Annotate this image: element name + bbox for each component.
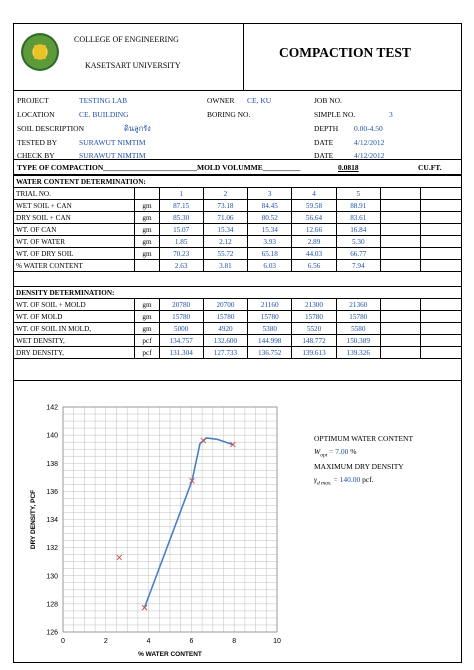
trial-label: TRIAL NO.: [14, 188, 135, 200]
empty-cell: [421, 188, 462, 200]
university-name: KASETSART UNIVERSITY: [85, 61, 181, 70]
date2-value: 4/12/2012: [354, 151, 385, 160]
mdd-unit: pcf.: [362, 475, 374, 484]
density-table: [13, 286, 462, 359]
empty-cell: [380, 188, 420, 200]
row-value: 70.23: [159, 248, 203, 260]
row-value: 7.94: [336, 260, 380, 272]
row-value: 84.45: [248, 200, 292, 212]
row-value: 85.30: [159, 212, 203, 224]
empty-cell: [380, 335, 420, 347]
row-value: 5520: [292, 323, 336, 335]
row-value: 87.15: [159, 200, 203, 212]
project-label: PROJECT: [17, 96, 49, 105]
compaction-type-row: [14, 159, 461, 175]
row-value: 136.752: [248, 347, 292, 359]
row-value: 15780: [292, 311, 336, 323]
row-value: 5000: [159, 323, 203, 335]
row-value: 2.12: [203, 236, 247, 248]
row-value: 66.77: [336, 248, 380, 260]
boring-label: BORING NO.: [207, 110, 251, 119]
row-value: 71.06: [203, 212, 247, 224]
row-label: WET DENSITY,: [14, 335, 135, 347]
row-label: WT. OF CAN: [14, 224, 135, 236]
trial-number: 1: [159, 188, 203, 200]
row-value: 5580: [336, 323, 380, 335]
empty-cell: [380, 224, 420, 236]
job-label: JOB NO.: [314, 96, 342, 105]
empty-cell: [380, 311, 420, 323]
table-row: [14, 200, 462, 212]
row-label: % WATER CONTENT: [14, 260, 135, 272]
row-unit: pcf: [135, 347, 159, 359]
row-value: 21300: [292, 299, 336, 311]
empty-cell: [421, 248, 462, 260]
row-value: 148.772: [292, 335, 336, 347]
owc-sub: opt: [320, 452, 328, 459]
soil-label: SOIL DESCRIPTION: [17, 124, 85, 133]
empty-cell: [421, 299, 462, 311]
y-axis-label: DRY DENSITY, PCF: [30, 489, 37, 550]
row-value: 80.52: [248, 212, 292, 224]
row-value: 44.03: [292, 248, 336, 260]
table-row: [14, 260, 462, 272]
empty-cell: [380, 248, 420, 260]
mdd-value: = 140.00: [333, 475, 361, 484]
row-value: 21160: [248, 299, 292, 311]
empty-cell: [421, 347, 462, 359]
row-value: 5.30: [336, 236, 380, 248]
table-row: [14, 299, 462, 311]
table-row: [14, 224, 462, 236]
compaction-test-sheet: [13, 23, 462, 663]
row-value: 20700: [203, 299, 247, 311]
row-value: 59.58: [292, 200, 336, 212]
mold-volume-unit: CU.FT.: [418, 163, 442, 172]
row-value: 73.18: [203, 200, 247, 212]
row-value: 21360: [336, 299, 380, 311]
x-tick-label: 0: [61, 638, 65, 645]
soil-value: ดินลูกรัง: [124, 124, 151, 133]
row-value: 150.389: [336, 335, 380, 347]
owner-label: OWNER: [207, 96, 235, 105]
row-value: 127.733: [203, 347, 247, 359]
depth-value: 0.00-4.50: [354, 124, 383, 133]
row-value: 16.84: [336, 224, 380, 236]
empty-cell: [421, 260, 462, 272]
table-row: [14, 311, 462, 323]
date1-value: 4/12/2012: [354, 138, 385, 147]
empty-cell: [380, 200, 420, 212]
row-unit: gm: [135, 299, 159, 311]
owc-unit: %: [350, 447, 357, 456]
tested-label: TESTED BY: [17, 138, 58, 147]
row-value: 12.66: [292, 224, 336, 236]
row-value: 4920: [203, 323, 247, 335]
owc-label: OPTIMUM WATER CONTENT: [314, 434, 414, 443]
density-section-title: DENSITY DETERMINATION:: [14, 287, 462, 299]
row-unit: pcf: [135, 335, 159, 347]
row-value: 3.93: [248, 236, 292, 248]
row-label: DRY DENSITY,: [14, 347, 135, 359]
date2-label: DATE: [314, 151, 334, 160]
empty-cell: [380, 212, 420, 224]
empty-cell: [421, 236, 462, 248]
row-value: 15780: [248, 311, 292, 323]
row-value: 15780: [159, 311, 203, 323]
y-tick-label: 138: [46, 460, 58, 468]
y-tick-label: 126: [46, 629, 58, 637]
sample-label: SIMPLE NO.: [314, 110, 356, 119]
date-label: DATE: [314, 138, 334, 147]
water-section-title: WATER CONTENT DETERMINATION:: [14, 176, 462, 188]
empty-cell: [421, 335, 462, 347]
row-value: 83.61: [336, 212, 380, 224]
row-value: 3.81: [203, 260, 247, 272]
location-label: LOCATION: [17, 110, 55, 119]
mdd-result: [314, 475, 374, 487]
empty-cell: [380, 323, 420, 335]
y-tick-label: 142: [46, 404, 58, 412]
water-content-table: [13, 175, 462, 272]
row-value: 20780: [159, 299, 203, 311]
row-value: 15.34: [203, 224, 247, 236]
trial-number: 5: [336, 188, 380, 200]
y-tick-label: 128: [46, 601, 58, 609]
trial-number: 2: [203, 188, 247, 200]
unit-cell: [135, 188, 159, 200]
sample-value: 3: [389, 110, 393, 119]
row-value: 65.18: [248, 248, 292, 260]
report-title: COMPACTION TEST: [279, 45, 411, 60]
table-row: [14, 236, 462, 248]
empty-cell: [380, 260, 420, 272]
table-row: [14, 248, 462, 260]
row-label: WT. OF SOIL + MOLD: [14, 299, 135, 311]
y-tick-label: 130: [46, 573, 58, 581]
table-row: [14, 188, 462, 200]
empty-cell: [380, 347, 420, 359]
trial-number: 3: [248, 188, 292, 200]
row-label: WET SOIL + CAN: [14, 200, 135, 212]
y-tick-label: 132: [46, 545, 58, 553]
header-institution: [14, 24, 244, 90]
project-info: [14, 91, 461, 159]
row-value: 6.56: [292, 260, 336, 272]
row-value: 139.613: [292, 347, 336, 359]
row-value: 132.600: [203, 335, 247, 347]
x-tick-label: 4: [146, 638, 151, 645]
row-unit: gm: [135, 248, 159, 260]
location-value: CE. BUILDING: [79, 110, 129, 119]
row-label: WT. OF MOLD: [14, 311, 135, 323]
mdd-label: MAXIMUM DRY DENSITY: [314, 462, 404, 471]
empty-cell: [421, 200, 462, 212]
y-tick-label: 134: [46, 517, 58, 524]
trial-number: 4: [292, 188, 336, 200]
y-tick-label: 136: [46, 488, 58, 496]
empty-cell: [421, 323, 462, 335]
row-value: 5380: [248, 323, 292, 335]
college-name: COLLEGE OF ENGINEERING: [74, 35, 179, 44]
row-value: 134.757: [159, 335, 203, 347]
row-value: 56.64: [292, 212, 336, 224]
row-value: 2.89: [292, 236, 336, 248]
row-value: 88.91: [336, 200, 380, 212]
data-point-marker: [117, 555, 122, 560]
row-value: 1.85: [159, 236, 203, 248]
owc-value: = 7.00: [329, 447, 349, 456]
x-tick-label: 10: [273, 638, 281, 645]
university-logo-icon: [21, 33, 59, 71]
row-label: DRY SOIL + CAN: [14, 212, 135, 224]
mdd-symbol: γ: [314, 475, 317, 484]
row-label: WT. OF WATER: [14, 236, 135, 248]
table-row: [14, 176, 462, 188]
mold-volume-value: 0.0818: [338, 163, 359, 172]
row-unit: [135, 260, 159, 272]
owc-symbol: W: [314, 447, 321, 456]
row-value: 2.63: [159, 260, 203, 272]
row-value: 6.03: [248, 260, 292, 272]
owner-value: CE, KU: [247, 96, 272, 105]
row-value: 55.72: [203, 248, 247, 260]
row-value: 15.34: [248, 224, 292, 236]
x-tick-label: 6: [189, 638, 194, 645]
empty-cell: [380, 299, 420, 311]
table-row: [14, 335, 462, 347]
row-unit: gm: [135, 323, 159, 335]
empty-cell: [421, 212, 462, 224]
mdd-sub: d max.: [316, 480, 332, 487]
empty-cell: [421, 311, 462, 323]
row-value: 139.326: [336, 347, 380, 359]
row-unit: gm: [135, 212, 159, 224]
row-unit: gm: [135, 311, 159, 323]
row-label: WT. OF SOIL IN MOLD,: [14, 323, 135, 335]
x-axis-label: % WATER CONTENT: [138, 651, 202, 658]
depth-label: DEPTH: [314, 124, 339, 133]
project-value: TESTING LAB: [79, 96, 128, 105]
empty-cell: [421, 224, 462, 236]
x-tick-label: 2: [103, 638, 108, 645]
tested-value: SURAWUT NIMTIM: [79, 138, 146, 147]
row-unit: gm: [135, 236, 159, 248]
table-row: [14, 323, 462, 335]
check-label: CHECK BY: [17, 151, 55, 160]
x-tick-label: 8: [232, 638, 237, 645]
row-label: WT. OF DRY SOIL: [14, 248, 135, 260]
table-row: [14, 287, 462, 299]
y-tick-label: 140: [46, 432, 58, 440]
row-value: 131.304: [159, 347, 203, 359]
check-value: SURAWUT NIMTIM: [79, 151, 146, 160]
row-value: 144.998: [248, 335, 292, 347]
report-header: [14, 24, 461, 91]
row-value: 15780: [336, 311, 380, 323]
owc-result: [314, 447, 357, 459]
compaction-curve-chart: [14, 383, 314, 658]
compaction-type-label: TYPE OF COMPACTION_________________________MOLD VOLUMME__________: [17, 163, 301, 172]
row-unit: gm: [135, 200, 159, 212]
row-value: 15780: [203, 311, 247, 323]
row-unit: gm: [135, 224, 159, 236]
table-row: [14, 212, 462, 224]
compaction-curve-panel: [14, 380, 461, 663]
row-value: 15.07: [159, 224, 203, 236]
empty-cell: [380, 236, 420, 248]
table-row: [14, 347, 462, 359]
